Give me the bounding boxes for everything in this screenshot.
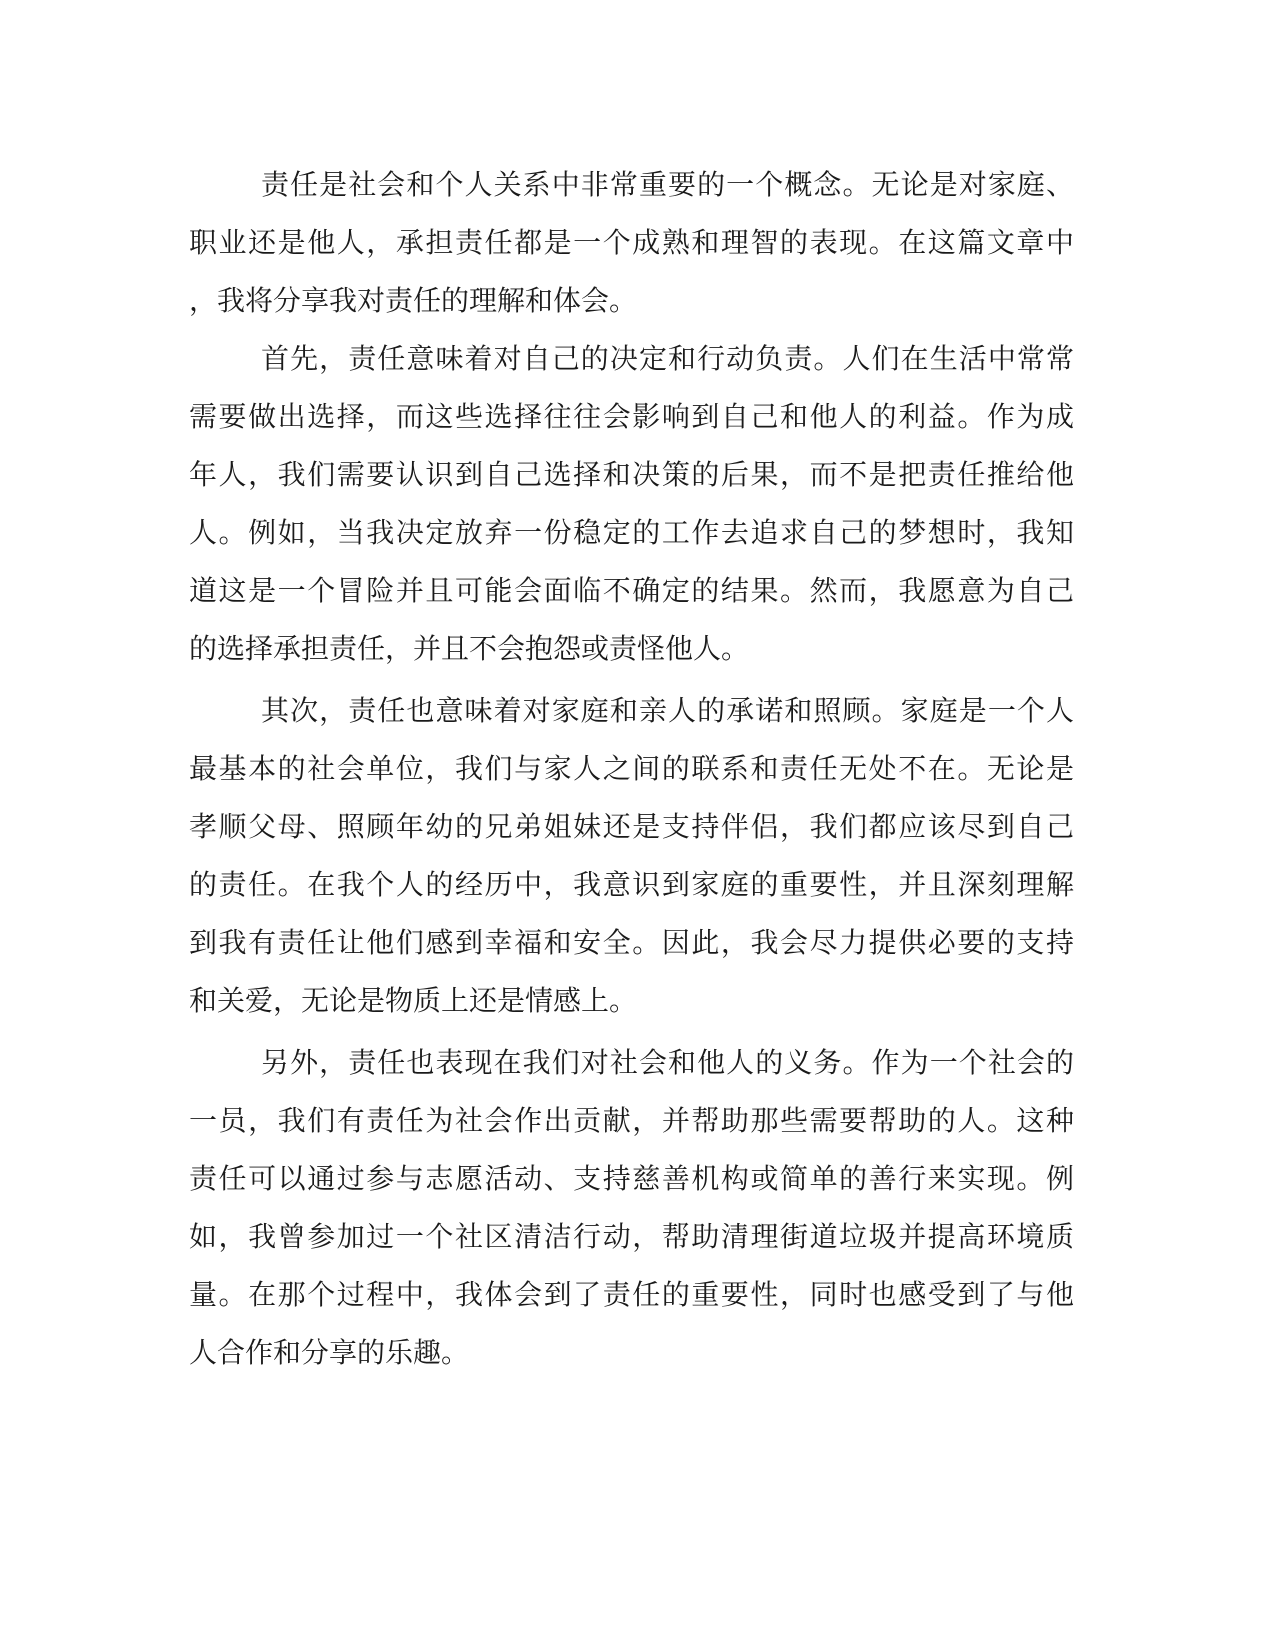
text-line: 责任是社会和个人关系中非常重要的一个概念。无论是对家庭、 xyxy=(261,168,1074,201)
text-line: 职业还是他人，承担责任都是一个成熟和理智的表现。在这篇文章中 xyxy=(189,226,1074,259)
text-line: 道这是一个冒险并且可能会面临不确定的结果。然而，我愿意为自己 xyxy=(189,574,1074,607)
text-line: 孝顺父母、照顾年幼的兄弟姐妹还是支持伴侣，我们都应该尽到自己 xyxy=(189,810,1074,843)
text-line: ，我将分享我对责任的理解和体会。 xyxy=(189,284,638,317)
text-line: 年人，我们需要认识到自己选择和决策的后果，而不是把责任推给他 xyxy=(189,458,1074,491)
text-line: 需要做出选择，而这些选择往往会影响到自己和他人的利益。作为成 xyxy=(189,400,1074,433)
text-line: 到我有责任让他们感到幸福和安全。因此，我会尽力提供必要的支持 xyxy=(189,926,1074,959)
text-line: 最基本的社会单位，我们与家人之间的联系和责任无处不在。无论是 xyxy=(189,752,1074,785)
text-line: 和关爱，无论是物质上还是情感上。 xyxy=(189,984,638,1017)
text-line: 量。在那个过程中，我体会到了责任的重要性，同时也感受到了与他 xyxy=(189,1278,1074,1311)
text-line: 人合作和分享的乐趣。 xyxy=(189,1336,470,1369)
text-line: 其次，责任也意味着对家庭和亲人的承诺和照顾。家庭是一个人 xyxy=(261,694,1074,727)
text-line: 如，我曾参加过一个社区清洁行动，帮助清理街道垃圾并提高环境质 xyxy=(189,1220,1074,1253)
text-line: 的责任。在我个人的经历中，我意识到家庭的重要性，并且深刻理解 xyxy=(189,868,1074,901)
text-line: 一员，我们有责任为社会作出贡献，并帮助那些需要帮助的人。这种 xyxy=(189,1104,1074,1137)
text-line: 责任可以通过参与志愿活动、支持慈善机构或简单的善行来实现。例 xyxy=(189,1162,1074,1195)
text-line: 首先，责任意味着对自己的决定和行动负责。人们在生活中常常 xyxy=(261,342,1074,375)
text-line: 另外，责任也表现在我们对社会和他人的义务。作为一个社会的 xyxy=(261,1046,1074,1079)
text-line: 的选择承担责任，并且不会抱怨或责怪他人。 xyxy=(189,632,750,665)
text-line: 人。例如，当我决定放弃一份稳定的工作去追求自己的梦想时，我知 xyxy=(189,516,1074,549)
